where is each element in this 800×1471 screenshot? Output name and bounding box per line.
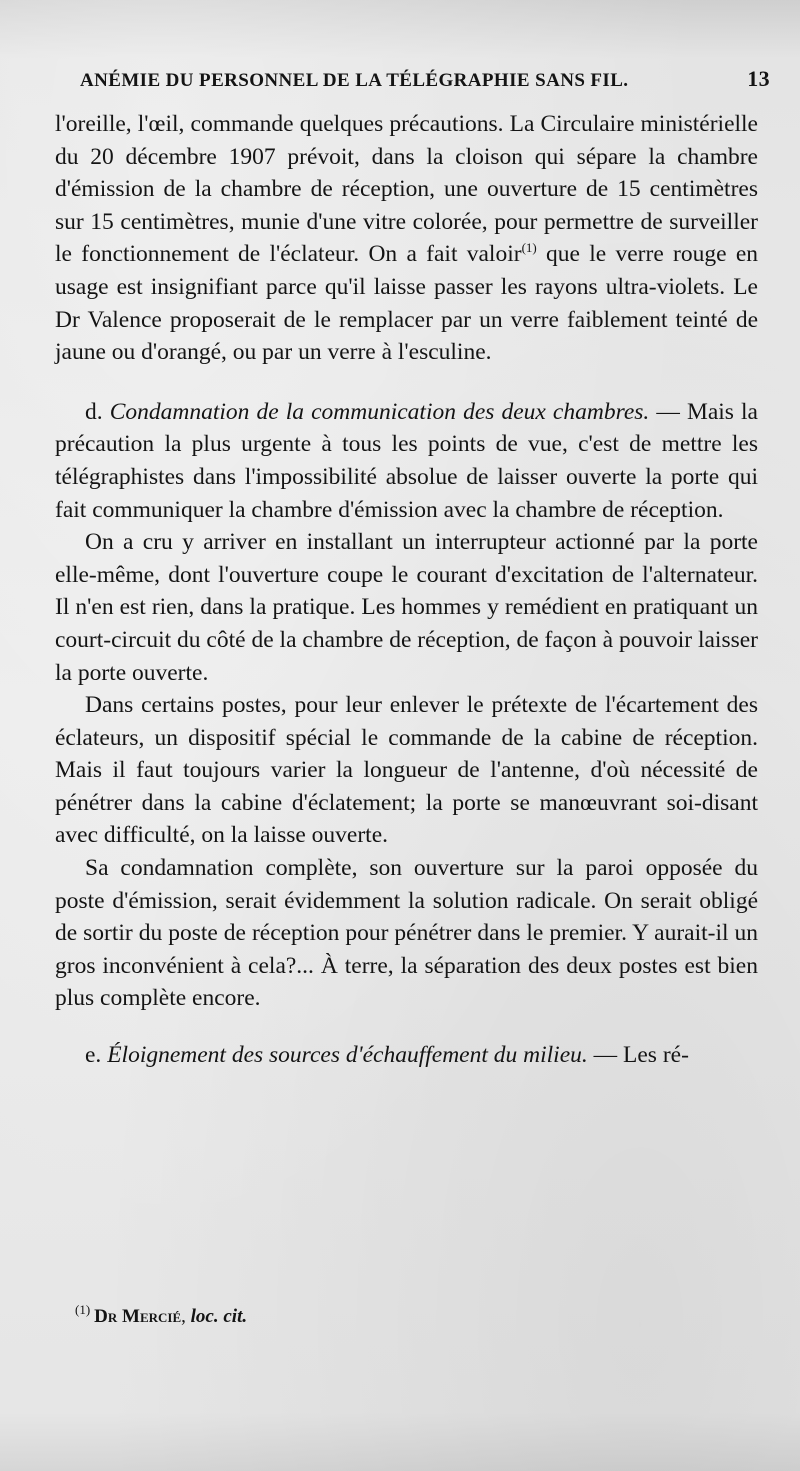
page-number: 13 [747, 66, 770, 91]
footnote-marker: (1) [75, 1302, 91, 1317]
footnote-author: Dr Mercié [94, 1306, 182, 1327]
paragraph-text: l'oreille, l'œil, commande quelques précautions. La Circulaire ministérielle du 20 décembre 1907 prévoit, dans la cloison qui sépare la chambre d'émission de la chambre de réception, une ouverture de 15 centimètres sur 15 centimètres, munie d'une vitre colorée, pour permettre de surveiller le fonctionnement de l'éclateur. On a fait valoir [55, 111, 758, 268]
paragraph: On a cru y arriver en installant un interrupteur actionné par la porte elle-même, dont l'ouverture coupe le courant d'excitation de l'alternateur. Il n'en est rien, dans la pratique. Les hommes y remédient en pratiquant un court-circuit du côté de la chambre de réception, de façon à pouvoir laisser la porte ouverte. [55, 529, 758, 686]
body-text [55, 108, 758, 1072]
footnote-separator: , [181, 1306, 191, 1327]
section-text: — Mais la précaution la plus urgente à tous les points de vue, c'est de mettre les télégraphistes dans l'impossibilité absolue de laisser ouverte la porte qui fait communiquer la chambre d'émission avec la chambre de réception. [55, 398, 758, 523]
footnote [75, 1302, 755, 1328]
spacer [55, 369, 758, 396]
running-title: ANÉMIE DU PERSONNEL DE LA TÉLÉGRAPHIE SANS FIL. [80, 70, 629, 91]
section-title: Éloignement des sources d'échauffement du milieu. [107, 1042, 588, 1069]
footnote-reference-text: loc. cit. [190, 1306, 248, 1327]
paragraph: Dans certains postes, pour leur enlever le prétexte de l'écartement des éclateurs, un dispositif spécial le commande de la cabine de réception. Mais il faut toujours varier la longueur de l'antenne, d'où nécessité de pénétrer dans la cabine d'éclatement; la porte se manœuvrant soi-disant avec difficulté, on la laisse ouverte. [55, 692, 758, 849]
section-e [55, 1039, 758, 1072]
section-d [55, 396, 758, 526]
paragraph: Sa condamnation complète, son ouverture sur la paroi opposée du poste d'émission, serait évidemment la solution radicale. On serait obligé de sortir du poste de réception pour pénétrer dans le premier. Y aurait-il un gros inconvénient à cela?... À terre, la séparation des deux postes est bien plus complète encore. [55, 855, 758, 1012]
paragraph-continuation [55, 108, 758, 369]
section-letter: e. [85, 1042, 108, 1069]
section-text: — Les ré- [587, 1042, 689, 1069]
section-title: Condamnation de la communication des deux chambres. [109, 398, 650, 425]
footnote-reference: (1) [521, 240, 537, 256]
paragraph-text: que le verre rouge en usage est insignifiant parce qu'il laisse passer les rayons ultra-violets. Le Dr Valence proposerait de le remplacer par un verre faiblement teinté de jaune ou d'orangé, ou par un verre à l'esculine. [55, 241, 758, 366]
page-header [80, 66, 770, 100]
spacer [55, 1015, 758, 1039]
section-letter: d. [85, 398, 110, 425]
